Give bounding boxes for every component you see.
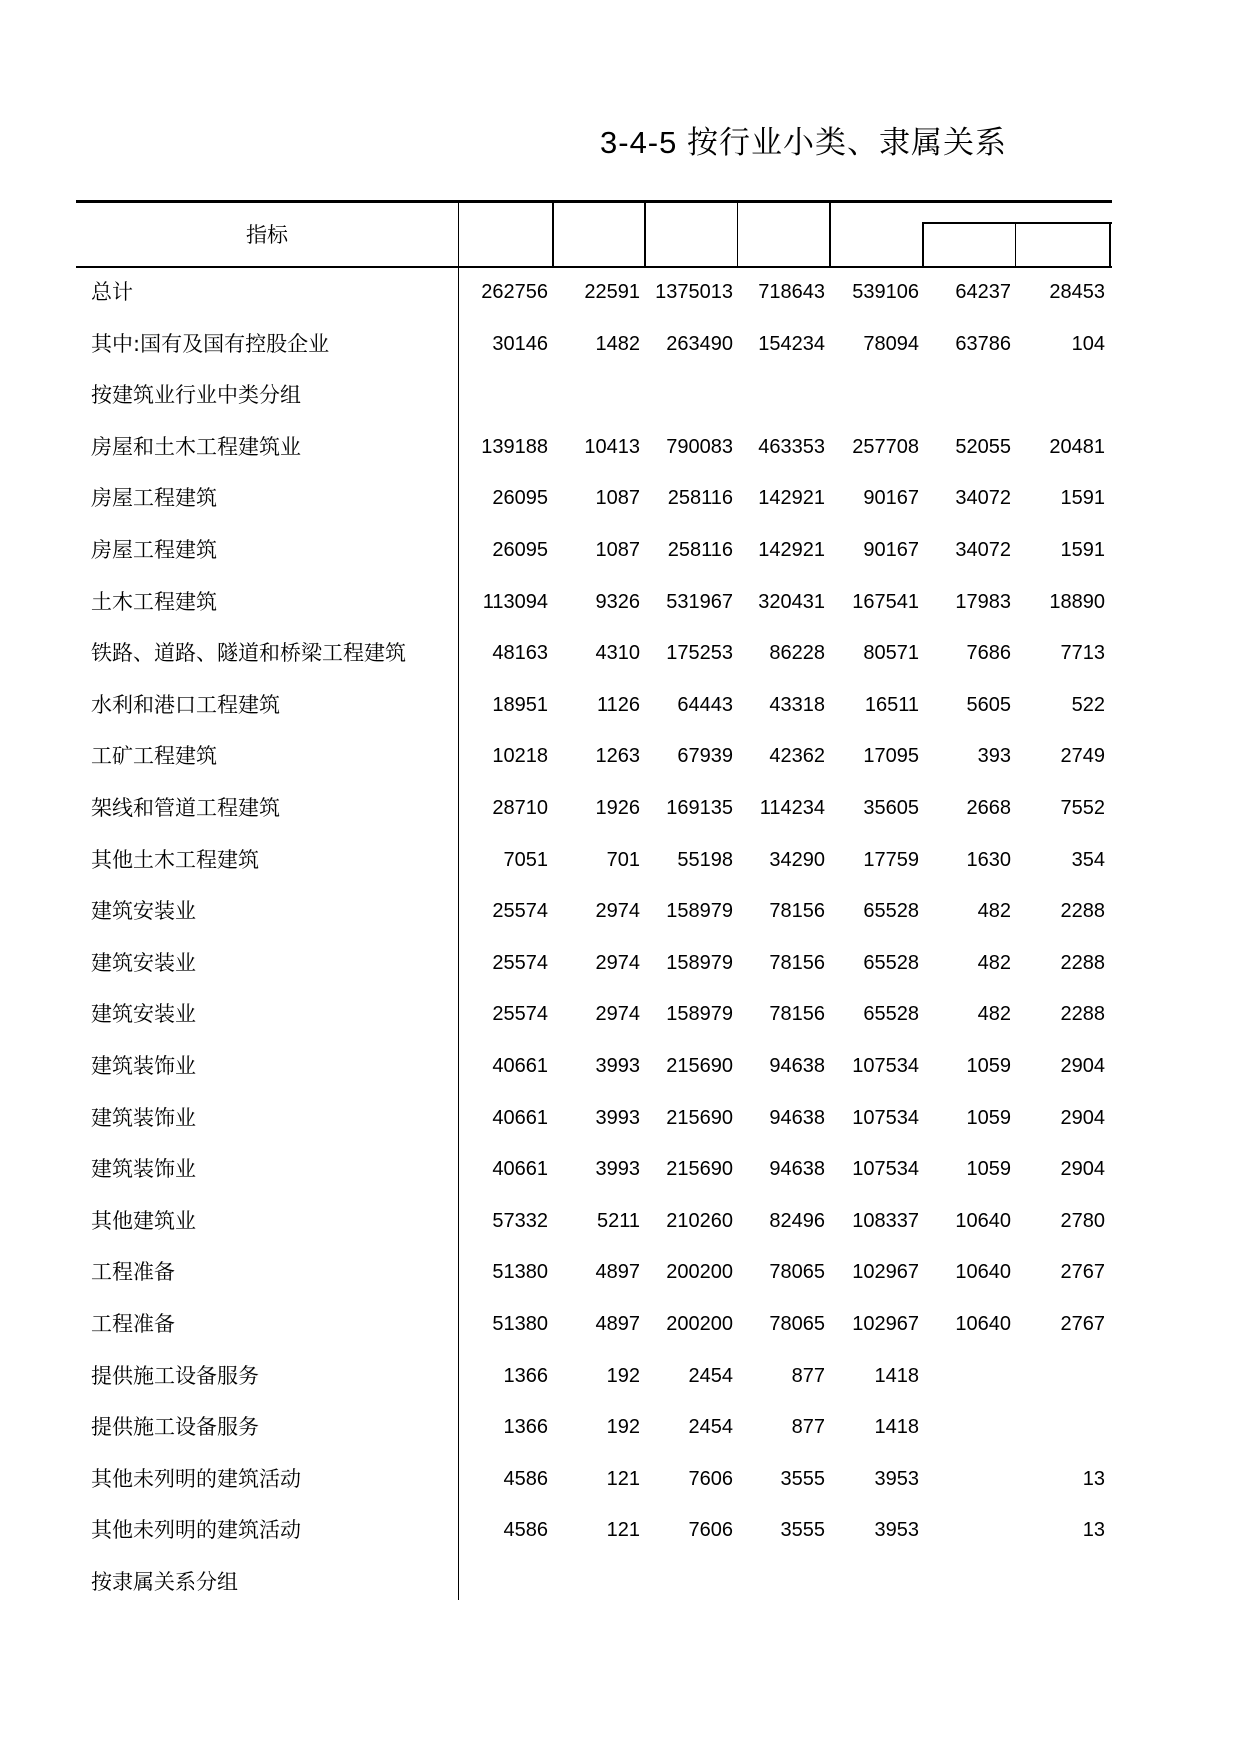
- value-cell: 877: [791, 1416, 825, 1439]
- value-cell: 2904: [1060, 1055, 1105, 1077]
- table-row: [0, 1195, 1240, 1247]
- value-cell: 142921: [758, 487, 825, 510]
- value-cell: 2749: [1060, 745, 1105, 768]
- value-cell: 113094: [482, 590, 548, 613]
- value-cell: 139188: [481, 435, 548, 458]
- value-cell: 263490: [666, 332, 733, 355]
- value-cell: 192: [606, 1364, 640, 1387]
- value-cell: 7713: [1060, 642, 1105, 665]
- value-cell: 26095: [492, 539, 548, 561]
- value-cell: 877: [791, 1364, 825, 1387]
- value-cell: 5605: [966, 693, 1011, 716]
- value-cell: 107534: [852, 1158, 919, 1181]
- value-cell: 102967: [852, 1313, 919, 1335]
- table-row: [0, 421, 1240, 473]
- table-row: [0, 1401, 1240, 1453]
- value-cell: 30146: [492, 332, 548, 355]
- value-cell: 34290: [769, 848, 825, 871]
- value-cell: 65528: [863, 1003, 919, 1026]
- value-cell: 63786: [955, 332, 1011, 355]
- value-cell: 1482: [595, 332, 640, 355]
- value-cell: [921, 1556, 1011, 1608]
- value-cell: 108337: [852, 1209, 919, 1232]
- table-row: [0, 988, 1240, 1040]
- value-cell: 34072: [955, 487, 1011, 510]
- value-cell: 482: [977, 951, 1011, 974]
- row-label: 提供施工设备服务: [91, 1363, 259, 1388]
- value-cell: 1366: [503, 1364, 548, 1387]
- row-label: 建筑安装业: [91, 950, 196, 975]
- value-cell: [921, 1350, 1011, 1402]
- table-row: [0, 1092, 1240, 1144]
- table-row: [0, 937, 1240, 989]
- value-cell: 4897: [595, 1261, 640, 1284]
- value-cell: [643, 1556, 733, 1608]
- value-cell: 17095: [863, 745, 919, 768]
- value-cell: 354: [1071, 848, 1105, 871]
- value-cell: 102967: [852, 1261, 919, 1284]
- value-cell: 1630: [966, 848, 1011, 871]
- value-cell: 25574: [492, 900, 548, 923]
- header-col-divider: [737, 200, 738, 266]
- value-cell: 482: [977, 900, 1011, 923]
- header-col-divider: [644, 200, 646, 266]
- table-row: [0, 266, 1240, 318]
- row-label: 工矿工程建筑: [91, 744, 217, 769]
- value-cell: 215690: [666, 1158, 733, 1181]
- value-cell: 1418: [874, 1416, 919, 1439]
- row-label: 建筑装饰业: [91, 1105, 196, 1130]
- value-cell: 121: [606, 1467, 640, 1490]
- table-row: [0, 679, 1240, 731]
- value-cell: 1059: [966, 1158, 1011, 1181]
- value-cell: 142921: [758, 539, 825, 561]
- value-cell: 104: [1071, 332, 1105, 355]
- value-cell: 1087: [595, 487, 640, 510]
- value-cell: [921, 1401, 1011, 1453]
- value-cell: 57332: [492, 1209, 548, 1232]
- value-cell: 482: [977, 1003, 1011, 1026]
- table-row: [0, 1040, 1240, 1092]
- value-cell: 10640: [955, 1261, 1011, 1284]
- table-row: [0, 524, 1240, 576]
- table-row: [0, 730, 1240, 782]
- table-row: [0, 472, 1240, 524]
- header-col-divider: [829, 200, 831, 266]
- value-cell: 2974: [595, 900, 640, 923]
- value-cell: 1375013: [655, 281, 733, 303]
- value-cell: 2288: [1060, 900, 1105, 923]
- value-cell: 13: [1082, 1519, 1105, 1542]
- value-cell: 2454: [688, 1416, 733, 1439]
- value-cell: 2974: [595, 951, 640, 974]
- value-cell: 2904: [1060, 1158, 1105, 1181]
- row-label: 提供施工设备服务: [91, 1415, 259, 1440]
- value-cell: 7606: [688, 1467, 733, 1490]
- value-cell: 192: [606, 1416, 640, 1439]
- subheader-top-rule: [922, 222, 1112, 224]
- value-cell: 94638: [769, 1106, 825, 1129]
- value-cell: 1059: [966, 1055, 1011, 1077]
- value-cell: 1126: [596, 693, 640, 716]
- value-cell: 4586: [503, 1519, 548, 1542]
- value-cell: 94638: [769, 1055, 825, 1077]
- value-cell: 10413: [584, 435, 640, 458]
- value-cell: 1059: [966, 1106, 1011, 1129]
- value-cell: [921, 369, 1011, 421]
- row-label: 总计: [91, 280, 133, 304]
- table-row: [0, 1246, 1240, 1298]
- value-cell: [829, 1556, 919, 1608]
- table-row: [0, 318, 1240, 370]
- table-row: [0, 1453, 1240, 1505]
- value-cell: 3953: [874, 1519, 919, 1542]
- value-cell: 10218: [492, 745, 548, 768]
- value-cell: 200200: [666, 1261, 733, 1284]
- table-row: [0, 1504, 1240, 1556]
- value-cell: 1591: [1060, 487, 1105, 510]
- value-cell: 169135: [666, 797, 733, 819]
- value-cell: 1263: [595, 745, 640, 768]
- row-label: 建筑装饰业: [91, 1157, 196, 1182]
- table-top-rule: [76, 200, 1112, 203]
- value-cell: 25574: [492, 951, 548, 974]
- value-cell: 393: [977, 745, 1011, 768]
- value-cell: [735, 1556, 825, 1608]
- value-cell: 9326: [595, 590, 640, 613]
- value-cell: 51380: [492, 1261, 548, 1284]
- value-cell: 3993: [595, 1055, 640, 1077]
- value-cell: 210260: [666, 1209, 733, 1232]
- value-cell: 43318: [769, 693, 825, 716]
- value-cell: [921, 1453, 1011, 1505]
- value-cell: 78065: [769, 1313, 825, 1335]
- value-cell: 10640: [955, 1209, 1011, 1232]
- value-cell: 258116: [667, 487, 733, 510]
- value-cell: 51380: [492, 1313, 548, 1335]
- table-row: [0, 1350, 1240, 1402]
- table-row: [0, 1298, 1240, 1350]
- value-cell: 16511: [864, 693, 919, 716]
- value-cell: 2767: [1060, 1261, 1105, 1284]
- value-cell: 1926: [595, 797, 640, 819]
- value-cell: 3953: [874, 1467, 919, 1490]
- value-cell: [735, 369, 825, 421]
- value-cell: 790083: [666, 435, 733, 458]
- value-cell: [550, 369, 640, 421]
- value-cell: 1366: [503, 1416, 548, 1439]
- value-cell: 158979: [666, 900, 733, 923]
- value-cell: 90167: [863, 487, 919, 510]
- page-title: 3-4-5 按行业小类、隶属关系: [600, 125, 1007, 160]
- table-row: [0, 885, 1240, 937]
- subheader-col-divider: [1015, 222, 1016, 266]
- value-cell: 28453: [1049, 281, 1105, 303]
- value-cell: 18951: [492, 693, 548, 716]
- table-row: [0, 782, 1240, 834]
- row-label: 建筑安装业: [91, 1002, 196, 1027]
- value-cell: 40661: [492, 1158, 548, 1181]
- row-label: 房屋工程建筑: [91, 486, 217, 511]
- table-row: [0, 627, 1240, 679]
- value-cell: 4310: [595, 642, 640, 665]
- value-cell: [1015, 1350, 1105, 1402]
- value-cell: 26095: [492, 487, 548, 510]
- row-label: 其他土木工程建筑: [91, 847, 259, 872]
- value-cell: 320431: [758, 590, 825, 613]
- value-cell: [643, 369, 733, 421]
- value-cell: 718643: [758, 281, 825, 303]
- row-label: 架线和管道工程建筑: [91, 796, 280, 820]
- value-cell: 1591: [1060, 539, 1105, 561]
- value-cell: 7051: [503, 848, 548, 871]
- row-label: 土木工程建筑: [91, 589, 217, 614]
- value-cell: 2288: [1060, 951, 1105, 974]
- value-cell: 121: [606, 1519, 640, 1542]
- value-cell: 114234: [759, 797, 825, 819]
- value-cell: 107534: [852, 1106, 919, 1129]
- value-cell: 2767: [1060, 1313, 1105, 1335]
- value-cell: 175253: [666, 642, 733, 665]
- value-cell: 3993: [595, 1158, 640, 1181]
- value-cell: 82496: [769, 1209, 825, 1232]
- value-cell: 3555: [780, 1519, 825, 1542]
- value-cell: [458, 369, 548, 421]
- value-cell: 86228: [769, 642, 825, 665]
- row-label: 房屋工程建筑: [91, 538, 217, 562]
- value-cell: 539106: [852, 281, 919, 303]
- row-label: 铁路、道路、隧道和桥梁工程建筑: [91, 641, 406, 666]
- value-cell: 2454: [688, 1364, 733, 1387]
- value-cell: [458, 1556, 548, 1608]
- row-label: 房屋和土木工程建筑业: [91, 434, 301, 459]
- value-cell: 65528: [863, 900, 919, 923]
- header-col-divider: [552, 200, 554, 266]
- indicator-header: 指标: [246, 223, 288, 247]
- value-cell: 78156: [769, 1003, 825, 1026]
- value-cell: [1015, 369, 1105, 421]
- value-cell: [921, 1504, 1011, 1556]
- value-cell: [1015, 1556, 1105, 1608]
- value-cell: 5211: [596, 1209, 640, 1232]
- row-label: 建筑安装业: [91, 899, 196, 924]
- value-cell: 94638: [769, 1158, 825, 1181]
- value-cell: 17983: [955, 590, 1011, 613]
- value-cell: 258116: [667, 539, 733, 561]
- value-cell: 200200: [666, 1313, 733, 1335]
- value-cell: 35605: [863, 797, 919, 819]
- table-row: [0, 1143, 1240, 1195]
- value-cell: 64443: [677, 693, 733, 716]
- subheader-col-divider: [922, 222, 924, 266]
- value-cell: 28710: [492, 797, 548, 819]
- row-label: 其他建筑业: [91, 1208, 196, 1233]
- value-cell: 78156: [769, 900, 825, 923]
- value-cell: 48163: [492, 642, 548, 665]
- value-cell: 2904: [1060, 1106, 1105, 1129]
- row-label: 建筑装饰业: [91, 1054, 196, 1078]
- value-cell: 215690: [666, 1106, 733, 1129]
- row-label: 工程准备: [91, 1260, 175, 1285]
- value-cell: 17759: [863, 848, 919, 871]
- value-cell: [829, 369, 919, 421]
- row-label: 水利和港口工程建筑: [91, 692, 280, 717]
- value-cell: 158979: [666, 951, 733, 974]
- value-cell: 40661: [492, 1106, 548, 1129]
- value-cell: 55198: [677, 848, 733, 871]
- value-cell: 262756: [481, 281, 548, 303]
- value-cell: 7606: [688, 1519, 733, 1542]
- value-cell: 4897: [595, 1313, 640, 1335]
- value-cell: 90167: [863, 539, 919, 561]
- value-cell: 2780: [1060, 1209, 1105, 1232]
- value-cell: [1015, 1401, 1105, 1453]
- value-cell: 1087: [595, 539, 640, 561]
- value-cell: 4586: [503, 1467, 548, 1490]
- row-label: 其中:国有及国有控股企业: [91, 331, 330, 356]
- value-cell: 78065: [769, 1261, 825, 1284]
- title-container: [600, 118, 1110, 168]
- value-cell: 1418: [874, 1364, 919, 1387]
- value-cell: 531967: [666, 590, 733, 613]
- value-cell: 215690: [666, 1055, 733, 1077]
- value-cell: 2288: [1060, 1003, 1105, 1026]
- value-cell: 701: [606, 848, 640, 871]
- value-cell: 522: [1071, 693, 1105, 716]
- value-cell: 2668: [966, 797, 1011, 819]
- row-label: 按建筑业行业中类分组: [91, 383, 301, 408]
- subheader-right-edge: [1109, 222, 1111, 266]
- value-cell: 3555: [780, 1467, 825, 1490]
- value-cell: 64237: [955, 281, 1011, 303]
- value-cell: 78094: [863, 332, 919, 355]
- row-label: 工程准备: [91, 1312, 175, 1336]
- value-cell: 22591: [584, 281, 640, 303]
- row-label: 按隶属关系分组: [91, 1570, 238, 1594]
- value-cell: [550, 1556, 640, 1608]
- row-label: 其他未列明的建筑活动: [91, 1518, 301, 1543]
- value-cell: 67939: [677, 745, 733, 768]
- value-cell: 167541: [852, 590, 919, 613]
- value-cell: 154234: [758, 332, 825, 355]
- table-row: [0, 834, 1240, 886]
- value-cell: 158979: [666, 1003, 733, 1026]
- value-cell: 78156: [769, 951, 825, 974]
- value-cell: 40661: [492, 1055, 548, 1077]
- value-cell: 18890: [1049, 590, 1105, 613]
- value-cell: 2974: [595, 1003, 640, 1026]
- value-cell: 7552: [1060, 797, 1105, 819]
- value-cell: 20481: [1049, 435, 1105, 458]
- value-cell: 34072: [955, 539, 1011, 561]
- value-cell: 42362: [769, 745, 825, 768]
- value-cell: 52055: [955, 435, 1011, 458]
- value-cell: 13: [1082, 1467, 1105, 1490]
- row-label: 其他未列明的建筑活动: [91, 1466, 301, 1491]
- value-cell: 25574: [492, 1003, 548, 1026]
- value-cell: 107534: [852, 1055, 919, 1077]
- value-cell: 257708: [852, 435, 919, 458]
- table-row: [0, 369, 1240, 421]
- table-row: [0, 1556, 1240, 1608]
- table-row: [0, 576, 1240, 628]
- value-cell: 3993: [595, 1106, 640, 1129]
- value-cell: 65528: [863, 951, 919, 974]
- value-cell: 7686: [966, 642, 1011, 665]
- value-cell: 463353: [758, 435, 825, 458]
- value-cell: 80571: [863, 642, 919, 665]
- value-cell: 10640: [955, 1313, 1011, 1335]
